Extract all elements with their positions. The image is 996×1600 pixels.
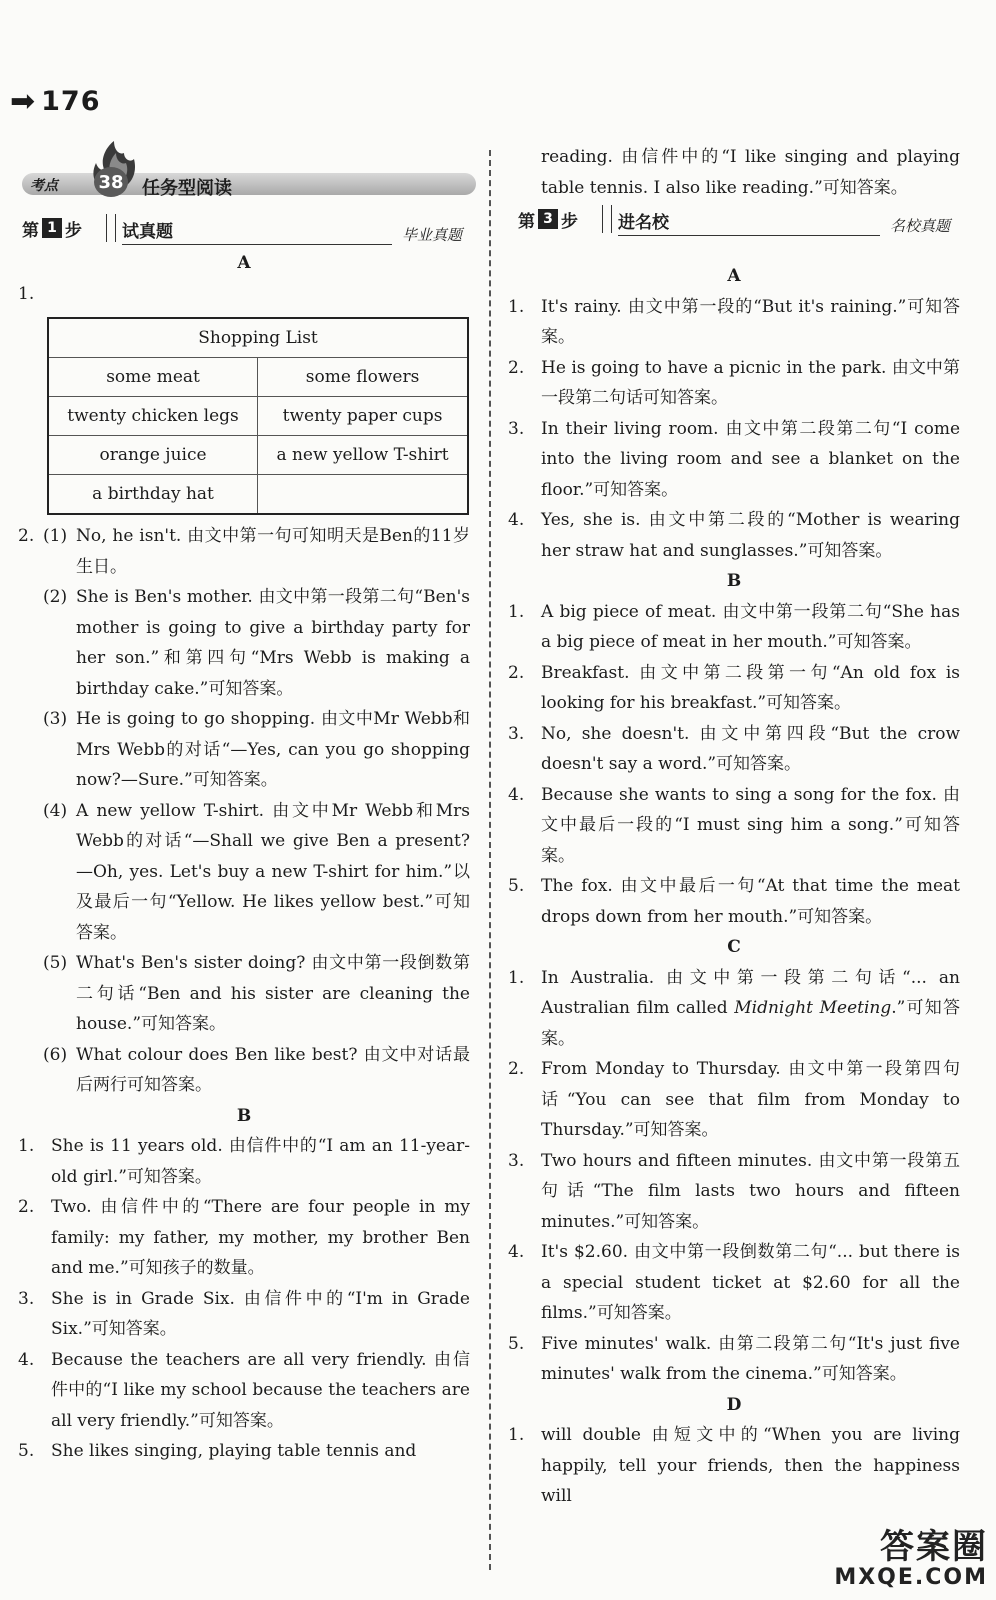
page-number-text: 176 [41,86,101,117]
right-column [508,142,960,1512]
page-number [10,83,101,119]
answer-item: 1. She is 11 years old. 由信件中的“I am an 11-year-old girl.”可知答案。 [18,1136,470,1187]
answer-item: 3. She is in Grade Six. 由信件中的“I'm in Grade Six.”可知答案。 [18,1288,470,1339]
answer-item: 2. Two. 由信件中的“There are four people in my family: my father, my mother, my brother Ben and me.”可知孩子的数量。 [18,1197,470,1278]
table-row [48,436,468,475]
step3-tag: 名校真题 [890,217,951,235]
answer-item: 5. Five minutes' walk. 由第二段第二句“It's just five minutes' walk from the cinema.”可知答案。 [508,1333,960,1384]
section-b-heading: B [236,1105,252,1126]
answer-item: (4) A new yellow T-shirt. 由文中Mr Webb和Mrs Webb的对话“—Shall we give Ben a present? —Oh, yes. Let's buy a new T-shirt for him.”以及最后一句“Yellow. He likes yellow best.”可知答案。 [43,800,470,943]
table-cell [258,475,468,515]
question-1-number: 1. [18,283,35,304]
step1-tag: 毕业真题 [402,226,463,244]
step3-spacer [508,203,960,261]
logo-text: 答案圈 [880,1527,988,1567]
step3-name: 进名校 [618,213,669,233]
step1-name: 试真题 [122,222,173,242]
answer-item: (2) She is Ben's mother. 由文中第一段第二句“Ben's mother is going to give a birthday party for her son.”和第四句“Mrs Webb is making a birthday cake.”可知答案。 [43,587,470,699]
answer-item: 1. will double 由短文中的“When you are living happily, tell your friends, then the happiness will [508,1425,960,1506]
answer-item: 4. Because she wants to sing a song for the fox. 由文中最后一段的“I must sing him a song.”可知答案。 [508,784,960,866]
table-cell: a birthday hat [48,475,258,515]
table-cell: twenty paper cups [258,397,468,436]
answer-item: (6) What colour does Ben like best? 由文中对话最后两行可知答案。 [43,1044,470,1095]
answer-continuation: reading. 由信件中的“I like singing and playing table tennis. I also like reading.”可知答案。 [541,147,960,198]
table-cell: twenty chicken legs [48,397,258,436]
step1-header [22,214,478,246]
answer-item: 4. It's $2.60. 由文中第一段倒数第二句“... but there is a special student ticket at $2.60 for all the films.”可知答案。 [508,1242,960,1323]
answer-item: (3) He is going to go shopping. 由文中Mr Webb和Mrs Webb的对话“—Yes, can you go shopping now?—Sure.”可知答案。 [43,709,470,790]
table-row [48,475,468,515]
table-cell: some meat [48,358,258,397]
answer-item: 1. It's rainy. 由文中第一段的“But it's raining.”可知答案。 [508,296,960,347]
answer-item: (5) What's Ben's sister doing? 由文中第一段倒数第二句话“Ben and his sister are cleaning the house.”可知答案。 [43,953,470,1034]
table-cell: some flowers [258,358,468,397]
table-cell: orange juice [48,436,258,475]
answer-item: 1. A big piece of meat. 由文中第一段第二句“She has a big piece of meat in her mouth.”可知答案。 [508,601,960,652]
answer-item: 2. (1) No, he isn't. 由文中第一句可知明天是Ben的11岁生日。 [18,526,470,577]
answer-item: 5. The fox. 由文中最后一句“At that time the meat drops down from her mouth.”可知答案。 [508,876,960,927]
step1-box: 第 1 步 [22,220,82,241]
table-row [48,397,468,436]
answer-item: 3. In their living room. 由文中第二段第二句“I come into the living room and see a blanket on the floor.”可知答案。 [508,418,960,500]
topic-label: 考点 [30,178,58,194]
answer-item: 4. Yes, she is. 由文中第二段的“Mother is wearing her straw hat and sunglasses.”可知答案。 [508,510,960,561]
answer-item: 2. Breakfast. 由文中第二段第一句“An old fox is looking for his breakfast.”可知答案。 [508,662,960,713]
section-a-heading: A [727,266,741,286]
arrow-right-icon: ➡ [10,83,36,119]
table-cell: a new yellow T-shirt [258,436,468,475]
topic-banner [22,165,478,199]
topic-number: 38 [94,167,128,197]
section-c-heading: C [727,937,741,957]
table-row [48,358,468,397]
answer-item: 5. She likes singing, playing table tennis and [18,1441,417,1461]
step1-underline [122,244,392,245]
answer-item: 2. He is going to have a picnic in the park. 由文中第一段第二句话可知答案。 [508,357,960,408]
section-b-heading: B [726,571,742,591]
table-header: Shopping List [48,318,468,358]
answer-item: 1. In Australia. 由文中第一段第二句话“... an Australian film called Midnight Meeting.”可知答案。 [508,967,960,1049]
section-d-heading: D [726,1394,742,1415]
step1-separator [106,214,116,242]
step3-box: 第 3 步 [518,211,578,232]
left-column [18,248,470,1467]
answer-item: 3. No, she doesn't. 由文中第四段“But the crow doesn't say a word.”可知答案。 [508,723,960,774]
answer-item: 4. Because the teachers are all very friendly. 由信件中的“I like my school because the teachers are all very friendly.”可知答案。 [18,1349,470,1431]
column-divider [489,150,491,1570]
site-logo [834,1529,988,1590]
answer-item: 3. Two hours and fifteen minutes. 由文中第一段第五句话“The film lasts two hours and fifteen minutes.”可知答案。 [508,1150,960,1232]
answer-item: 2. From Monday to Thursday. 由文中第一段第四句话“You can see that film from Monday to Thursday.”可知答案。 [508,1059,960,1140]
shopping-list-table [47,317,469,515]
topic-title: 任务型阅读 [142,178,232,199]
section-a-heading: A [237,253,251,273]
logo-domain: MXQE.COM [834,1565,988,1590]
